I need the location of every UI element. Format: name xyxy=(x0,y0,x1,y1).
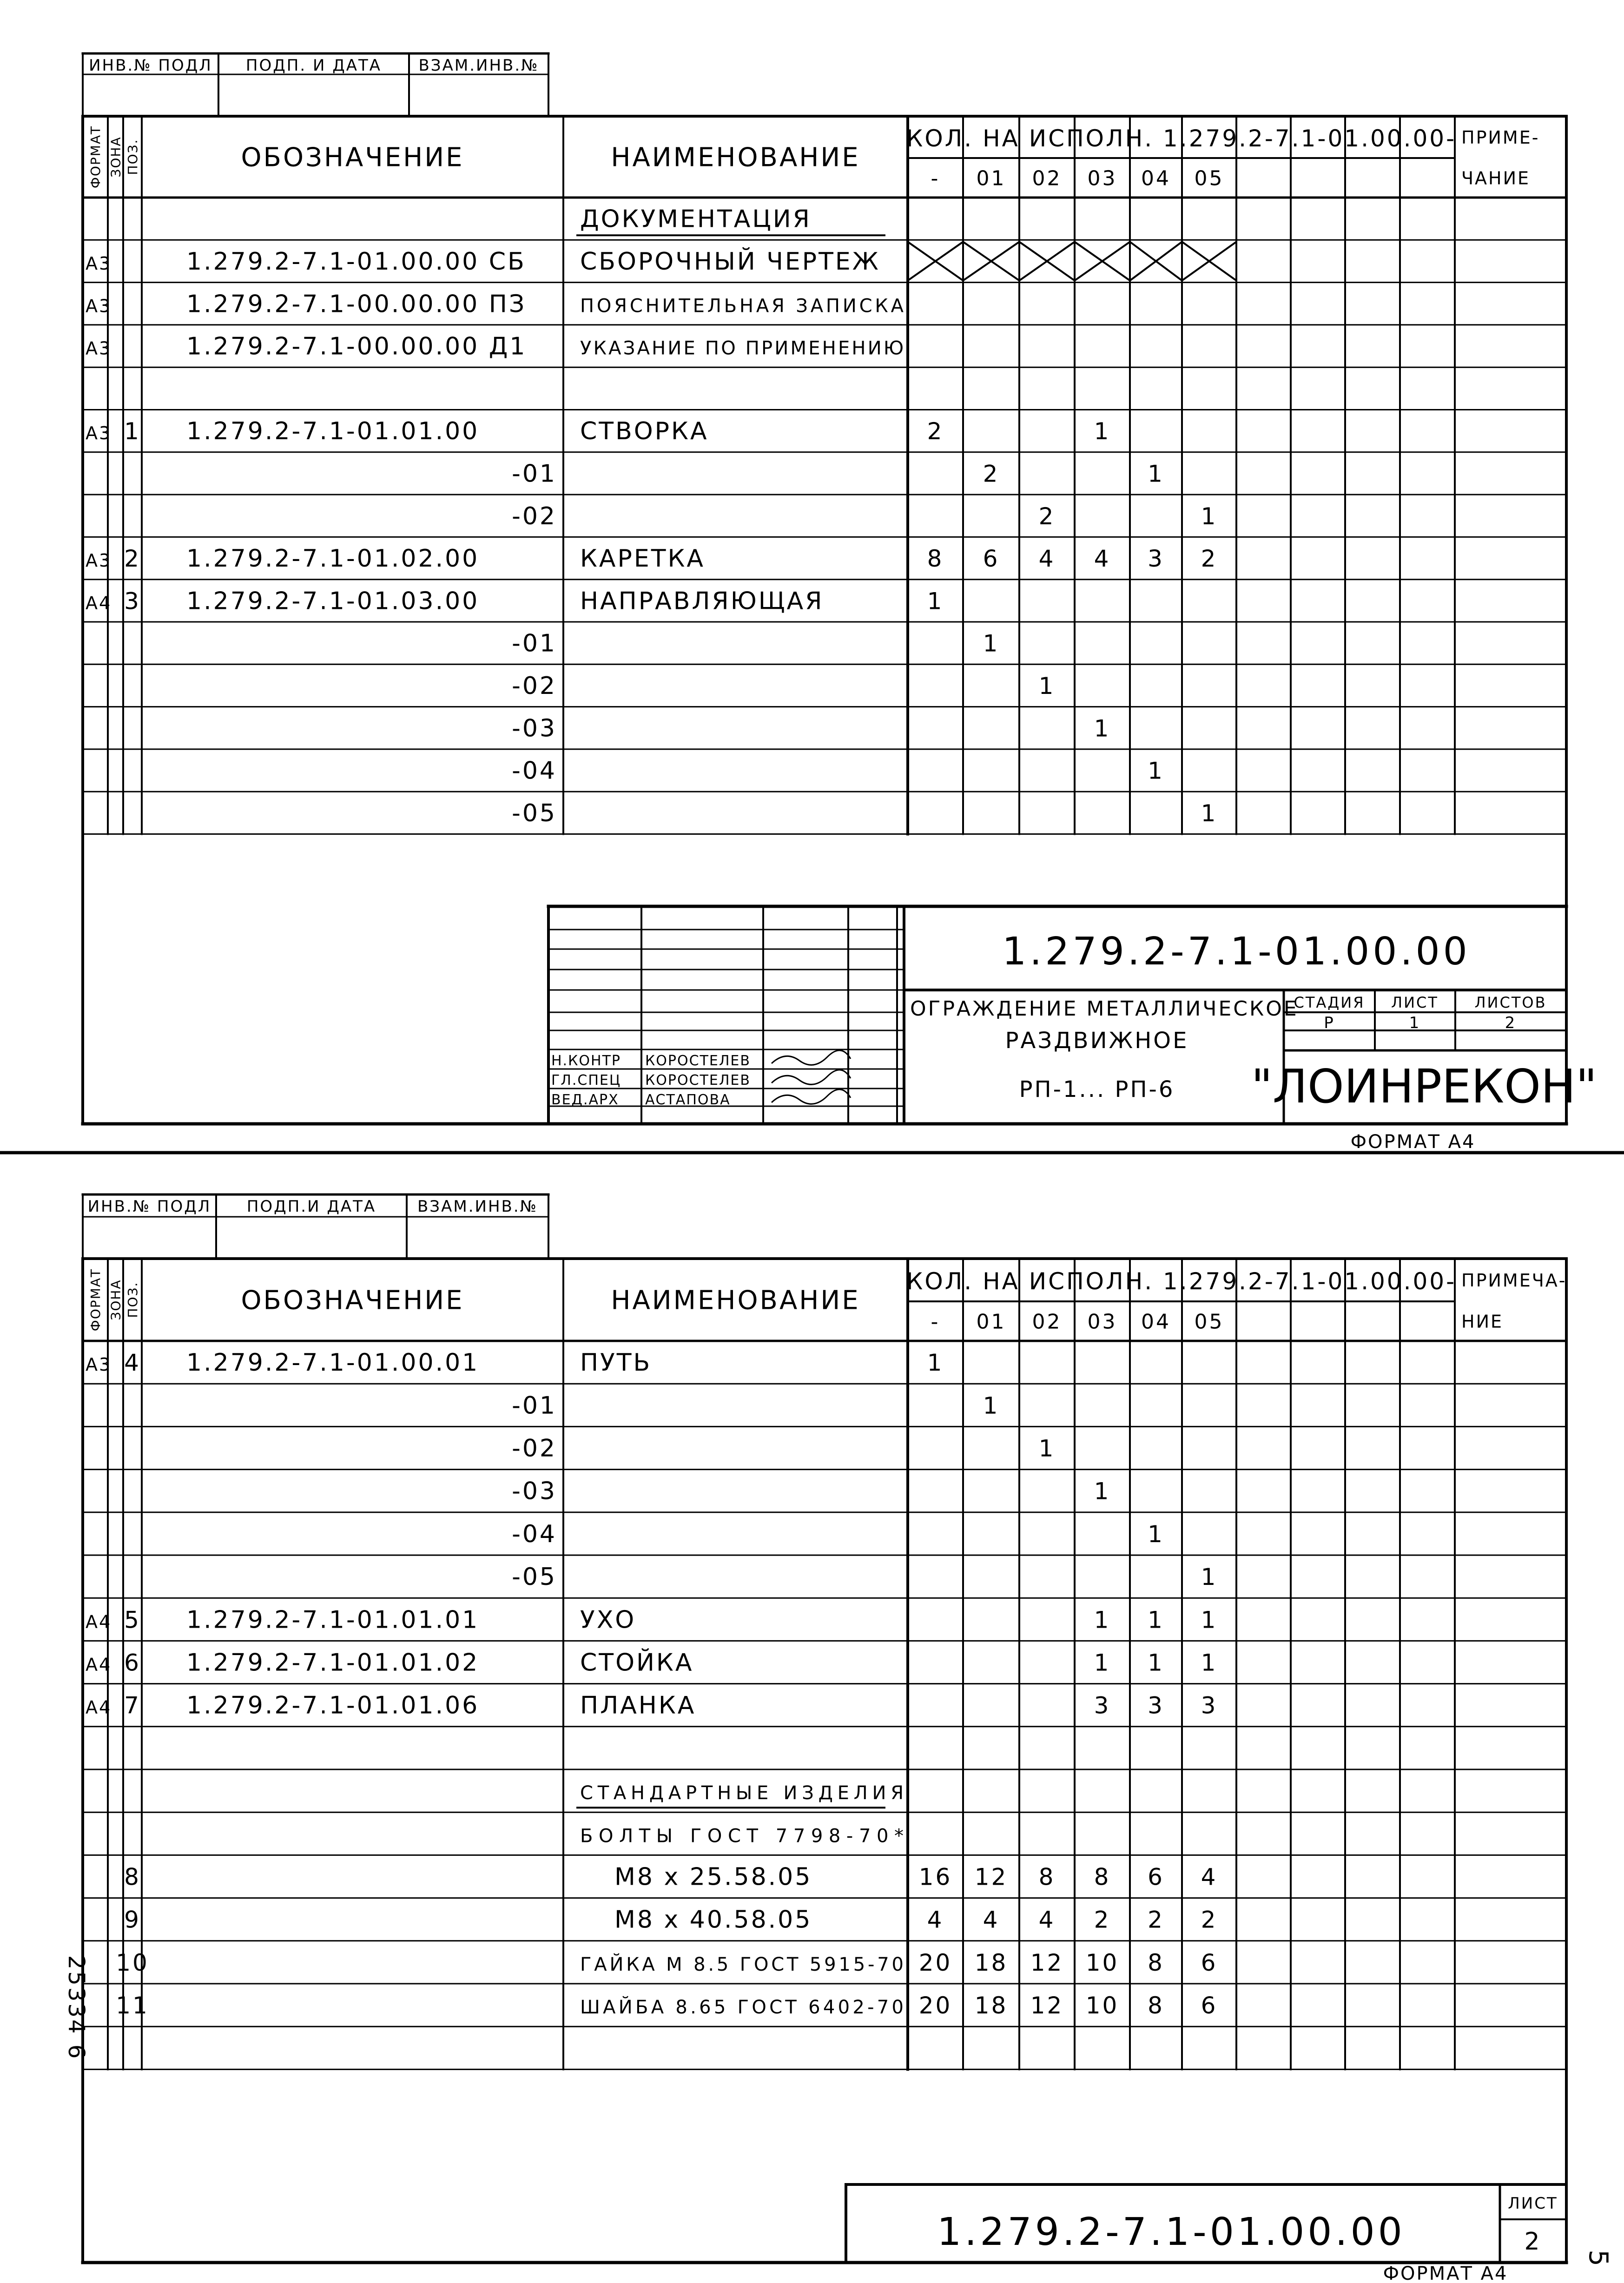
designation-cell: 1.279.2-7.1-01.01.01 xyxy=(186,1606,480,1634)
position-cell: 8 xyxy=(124,1863,141,1891)
sheet-value: 1 xyxy=(1409,1014,1421,1032)
quantity-cell: 2 xyxy=(1038,502,1056,530)
table-row xyxy=(83,333,1566,368)
quantity-cell: 4 xyxy=(1038,545,1056,573)
quantity-cell: 8 xyxy=(1038,1863,1056,1891)
name-cell: СТОЙКА xyxy=(580,1649,694,1677)
stamp-top-label: ПОДП.И ДАТА xyxy=(246,1197,376,1216)
variant-header: 02 xyxy=(1032,166,1062,191)
quantity-cell: 6 xyxy=(1148,1863,1164,1891)
designation-cell: -04 xyxy=(512,757,557,785)
name-cell: УКАЗАНИЕ ПО ПРИМЕНЕНИЮ xyxy=(580,337,905,359)
specification-sheet-1 xyxy=(83,53,1597,1153)
signer-role: Н.КОНТР xyxy=(551,1053,621,1069)
quantity-cell: 1 xyxy=(983,1392,1000,1419)
quantity-cell: 1 xyxy=(1038,672,1056,699)
quantity-cell: 1 xyxy=(1201,1606,1218,1634)
quantity-cell: 1 xyxy=(1038,1435,1056,1462)
quantity-cell: 2 xyxy=(927,418,944,445)
format-label: ФОРМАТ А4 xyxy=(1350,1131,1476,1153)
quantity-cell: 20 xyxy=(918,1992,952,2019)
designation-cell: -03 xyxy=(512,714,557,743)
sheets-label: ЛИСТОВ xyxy=(1474,994,1547,1011)
name-cell: СТАНДАРТНЫЕ ИЗДЕЛИЯ xyxy=(580,1782,905,1804)
quantity-cell: 4 xyxy=(927,1906,944,1933)
position-cell: 6 xyxy=(124,1649,141,1676)
signature-mark xyxy=(772,1089,851,1104)
quantity-cell: 1 xyxy=(1148,1520,1164,1548)
quantity-cell: 8 xyxy=(1094,1863,1111,1891)
sheet-label: ЛИСТ xyxy=(1508,2194,1558,2213)
quantity-cell: 2 xyxy=(1201,1906,1218,1933)
table-row xyxy=(83,417,1566,452)
name-cell: УХО xyxy=(580,1606,636,1634)
designation-cell: 1.279.2-7.1-01.01.06 xyxy=(186,1691,480,1720)
quantity-cell: 20 xyxy=(918,1949,952,1976)
table-row xyxy=(83,757,1566,792)
quantity-cell: 16 xyxy=(918,1863,952,1891)
name-cell: ШАЙБА 8.65 ГОСТ 6402-70 xyxy=(580,1997,905,2019)
quantity-cell: 3 xyxy=(1094,1692,1111,1719)
table-row xyxy=(83,1649,1566,1684)
header-note: ЧАНИЕ xyxy=(1461,168,1531,189)
format-cell: А4 xyxy=(86,1697,112,1718)
name-cell: М8 х 40.58.05 xyxy=(614,1906,812,1934)
format-cell: А3 xyxy=(86,253,112,274)
stage-label: СТАДИЯ xyxy=(1294,994,1365,1011)
position-cell: 2 xyxy=(124,545,141,573)
cross-mark xyxy=(1019,242,1075,280)
quantity-cell: 4 xyxy=(1201,1863,1218,1891)
designation-cell: 1.279.2-7.1-00.00.00 ПЗ xyxy=(186,290,527,318)
position-cell: 4 xyxy=(124,1349,141,1377)
signer-name: АСТАПОВА xyxy=(645,1092,731,1108)
cross-mark xyxy=(1075,242,1130,280)
quantity-cell: 1 xyxy=(1094,1478,1111,1505)
header-note: ПРИМЕЧА- xyxy=(1461,1270,1567,1291)
format-cell: А3 xyxy=(86,423,112,444)
stamp-top-label: ИНВ.№ ПОДЛ xyxy=(89,56,212,75)
position-cell: 11 xyxy=(116,1992,149,2019)
quantity-cell: 2 xyxy=(983,460,1000,488)
designation-cell: -01 xyxy=(512,1392,557,1420)
format-cell: А4 xyxy=(86,1611,112,1632)
table-row xyxy=(83,1692,1566,1727)
designation-cell: -02 xyxy=(512,502,557,530)
quantity-cell: 1 xyxy=(1148,1606,1164,1634)
signature-mark xyxy=(772,1070,851,1084)
position-cell: 7 xyxy=(124,1692,141,1719)
designation-cell: 1.279.2-7.1-01.01.02 xyxy=(186,1649,480,1677)
stamp-top-label: ВЗАМ.ИНВ.№ xyxy=(418,56,539,75)
cross-mark xyxy=(908,242,963,280)
signer-role: ГЛ.СПЕЦ xyxy=(551,1072,621,1089)
quantity-cell: 2 xyxy=(1148,1906,1164,1933)
title-block xyxy=(548,906,1597,1153)
table-row xyxy=(83,1349,1566,1384)
stamp-top-label: ПОДП. И ДАТА xyxy=(245,56,382,75)
name-cell: БОЛТЫ ГОСТ 7798-70* xyxy=(580,1825,905,1847)
quantity-cell: 1 xyxy=(1148,1649,1164,1676)
quantity-cell: 3 xyxy=(1148,1692,1164,1719)
variant-header: 05 xyxy=(1194,166,1224,191)
designation-cell: -05 xyxy=(512,1563,557,1591)
position-cell: 5 xyxy=(124,1606,141,1634)
quantity-cell: 8 xyxy=(1148,1949,1164,1976)
position-cell: 1 xyxy=(124,418,141,445)
designation-cell: 1.279.2-7.1-01.01.00 xyxy=(186,417,480,446)
header-note: ПРИМЕ- xyxy=(1461,127,1540,148)
cross-mark xyxy=(1182,242,1236,280)
table-row xyxy=(83,1520,1566,1555)
designation-cell: 1.279.2-7.1-01.00.01 xyxy=(186,1349,480,1377)
table-row xyxy=(83,502,1566,537)
variant-header: - xyxy=(931,166,940,191)
designation-cell: -02 xyxy=(512,1434,557,1463)
format-cell: А3 xyxy=(86,338,112,359)
name-cell: ПЛАНКА xyxy=(580,1691,696,1720)
variant-header: - xyxy=(931,1310,940,1334)
stage-value: Р xyxy=(1324,1014,1335,1032)
table-row xyxy=(83,714,1566,749)
format-cell: А3 xyxy=(86,296,112,317)
designation-cell: -02 xyxy=(512,672,557,700)
name-cell: ПОЯСНИТЕЛЬНАЯ ЗАПИСКА xyxy=(580,295,905,317)
title-block xyxy=(846,2184,1566,2283)
table-row xyxy=(83,290,1566,325)
variant-header: 04 xyxy=(1141,1310,1171,1334)
quantity-cell: 3 xyxy=(1148,545,1164,573)
header-name: НАИМЕНОВАНИЕ xyxy=(611,142,860,173)
quantity-cell: 6 xyxy=(1201,1949,1218,1976)
sheet-label: ЛИСТ xyxy=(1391,994,1439,1011)
name-cell: КАРЕТКА xyxy=(580,545,705,573)
designation-cell: 1.279.2-7.1-01.00.00 СБ xyxy=(186,247,526,276)
designation-cell: -04 xyxy=(512,1520,557,1548)
format-cell: А3 xyxy=(86,550,112,571)
quantity-cell: 1 xyxy=(1201,799,1218,827)
quantity-cell: 1 xyxy=(1201,1564,1218,1591)
format-cell: А4 xyxy=(86,593,112,614)
quantity-cell: 1 xyxy=(1201,1649,1218,1676)
position-cell: 3 xyxy=(124,587,141,615)
table-row xyxy=(83,630,1566,665)
quantity-cell: 4 xyxy=(1094,545,1111,573)
signer-name: КОРОСТЕЛЕВ xyxy=(645,1072,751,1089)
quantity-cell: 8 xyxy=(1148,1992,1164,2019)
name-cell: НАПРАВЛЯЮЩАЯ xyxy=(580,587,824,615)
header-name: НАИМЕНОВАНИЕ xyxy=(611,1285,860,1316)
name-cell: СБОРОЧНЫЙ ЧЕРТЕЖ xyxy=(580,247,880,276)
quantity-cell: 1 xyxy=(1094,1649,1111,1676)
quantity-cell: 1 xyxy=(1094,715,1111,742)
header-quantity: КОЛ. НА ИСПОЛН. 1.279.2-7.1-01.00.00- xyxy=(906,125,1457,152)
quantity-cell: 1 xyxy=(1094,1606,1111,1634)
quantity-cell: 1 xyxy=(983,630,1000,657)
quantity-cell: 6 xyxy=(1201,1992,1218,2019)
table-row xyxy=(83,1435,1566,1470)
table-row xyxy=(83,587,1566,622)
specification-sheet-2 xyxy=(63,1194,1613,2283)
variant-header: 04 xyxy=(1141,166,1171,191)
position-cell: 9 xyxy=(124,1906,141,1933)
table-row xyxy=(83,1478,1566,1512)
header-pos: ПОЗ. xyxy=(125,1281,140,1318)
table-row xyxy=(83,1606,1566,1641)
header-zone: ЗОНА xyxy=(108,136,124,178)
quantity-cell: 1 xyxy=(1148,460,1164,488)
quantity-cell: 10 xyxy=(1085,1992,1119,2019)
quantity-cell: 1 xyxy=(927,1349,944,1377)
table-row xyxy=(83,1782,1566,1812)
designation-cell: 1.279.2-7.1-01.03.00 xyxy=(186,587,480,615)
table-row xyxy=(83,460,1566,495)
cross-mark xyxy=(1130,242,1182,280)
archive-number: 25334 6 xyxy=(63,1955,89,2061)
signer-role: ВЕД.АРХ xyxy=(551,1092,619,1108)
variant-header: 05 xyxy=(1194,1310,1224,1334)
name-cell: М8 х 25.58.05 xyxy=(614,1863,812,1891)
quantity-cell: 18 xyxy=(974,1992,1008,2019)
table-row xyxy=(83,1563,1566,1598)
table-row xyxy=(83,1863,1566,1898)
quantity-cell: 6 xyxy=(983,545,1000,573)
document-title: ОГРАЖДЕНИЕ МЕТАЛЛИЧЕСКОЕ xyxy=(910,997,1299,1021)
header-designation: ОБОЗНАЧЕНИЕ xyxy=(241,1285,464,1316)
document-code: 1.279.2-7.1-01.00.00 xyxy=(1002,930,1471,974)
document-title: РП-1... РП-6 xyxy=(1019,1076,1175,1102)
quantity-cell: 12 xyxy=(974,1863,1008,1891)
stamp-top-label: ВЗАМ.ИНВ.№ xyxy=(417,1197,538,1216)
name-cell: ДОКУМЕНТАЦИЯ xyxy=(580,205,812,233)
quantity-cell: 1 xyxy=(1201,502,1218,530)
quantity-cell: 12 xyxy=(1030,1949,1064,1976)
table-row xyxy=(83,205,1566,240)
table-row xyxy=(83,1906,1566,1941)
designation-cell: 1.279.2-7.1-01.02.00 xyxy=(186,545,480,573)
quantity-cell: 2 xyxy=(1094,1906,1111,1933)
name-cell: ГАЙКА М 8.5 ГОСТ 5915-70 xyxy=(580,1953,905,1975)
variant-header: 03 xyxy=(1087,166,1117,191)
quantity-cell: 2 xyxy=(1201,545,1218,573)
quantity-cell: 1 xyxy=(1148,757,1164,785)
page-number: 5 xyxy=(1583,2250,1613,2268)
table-row xyxy=(83,799,1566,834)
table-row xyxy=(83,1392,1566,1426)
format-cell: А4 xyxy=(86,1654,112,1675)
quantity-cell: 18 xyxy=(974,1949,1008,1976)
variant-header: 02 xyxy=(1032,1310,1062,1334)
variant-header: 01 xyxy=(976,1310,1006,1334)
table-row xyxy=(83,1949,1566,1984)
table-row xyxy=(83,242,1566,282)
variant-header: 01 xyxy=(976,166,1006,191)
header-note: НИЕ xyxy=(1461,1311,1504,1332)
quantity-cell: 1 xyxy=(1094,418,1111,445)
format-label: ФОРМАТ А4 xyxy=(1383,2263,1508,2283)
table-row xyxy=(83,1992,1566,2026)
header-format: ФОРМАТ xyxy=(88,125,103,189)
position-cell: 10 xyxy=(116,1949,149,1976)
name-cell: ПУТЬ xyxy=(580,1349,652,1377)
cross-mark xyxy=(963,242,1019,280)
sheet-value: 2 xyxy=(1524,2228,1542,2256)
name-cell: СТВОРКА xyxy=(580,417,709,446)
designation-cell: -01 xyxy=(512,629,557,658)
header-quantity: КОЛ. НА ИСПОЛН. 1.279.2-7.1-01.00.00- xyxy=(906,1268,1457,1295)
quantity-cell: 8 xyxy=(927,545,944,573)
table-row xyxy=(83,672,1566,707)
format-cell: А3 xyxy=(86,1354,112,1375)
stamp-top-label: ИНВ.№ ПОДЛ xyxy=(87,1197,211,1216)
designation-cell: 1.279.2-7.1-00.00.00 Д1 xyxy=(186,332,527,361)
variant-header: 03 xyxy=(1087,1310,1117,1334)
designation-cell: -01 xyxy=(512,460,557,488)
quantity-cell: 1 xyxy=(927,587,944,615)
signature-mark xyxy=(772,1050,851,1065)
header-designation: ОБОЗНАЧЕНИЕ xyxy=(241,142,464,173)
header-zone: ЗОНА xyxy=(108,1279,124,1320)
header-pos: ПОЗ. xyxy=(125,139,140,175)
quantity-cell: 12 xyxy=(1030,1992,1064,2019)
sheets-value: 2 xyxy=(1505,1014,1517,1032)
quantity-cell: 3 xyxy=(1201,1692,1218,1719)
document-code: 1.279.2-7.1-01.00.00 xyxy=(937,2210,1406,2254)
header-format: ФОРМАТ xyxy=(88,1268,103,1332)
quantity-cell: 4 xyxy=(1038,1906,1056,1933)
quantity-cell: 4 xyxy=(983,1906,1000,1933)
signer-name: КОРОСТЕЛЕВ xyxy=(645,1053,751,1069)
designation-cell: -05 xyxy=(512,799,557,827)
designation-cell: -03 xyxy=(512,1477,557,1505)
table-row xyxy=(83,1825,1566,1855)
document-title: РАЗДВИЖНОЕ xyxy=(1005,1028,1189,1054)
table-row xyxy=(83,545,1566,580)
organization-name: "ЛОИНРЕКОН" xyxy=(1251,1059,1598,1114)
quantity-cell: 10 xyxy=(1085,1949,1119,1976)
